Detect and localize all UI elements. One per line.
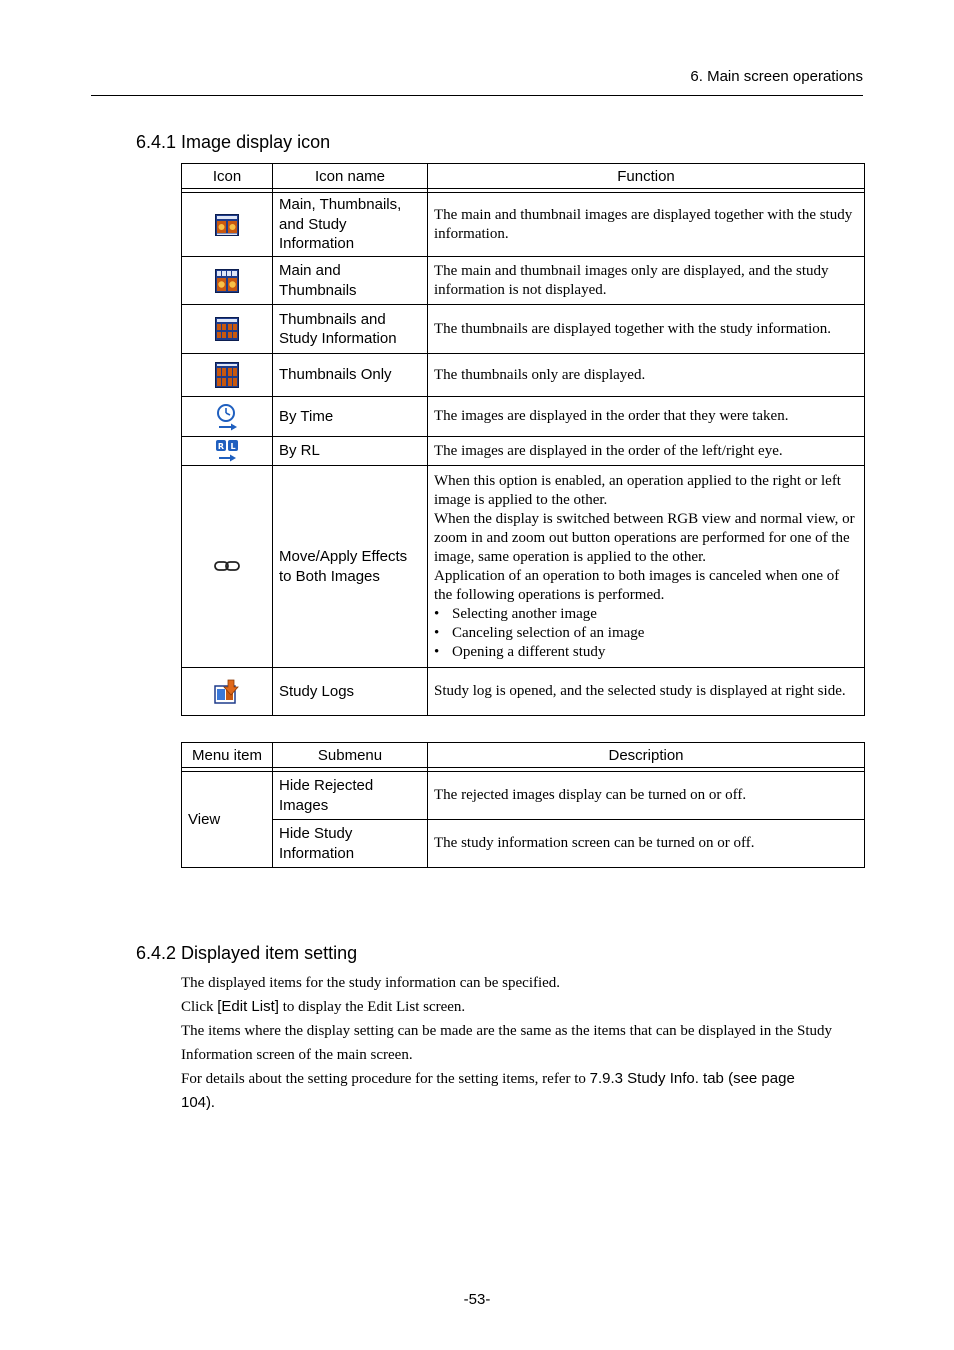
col-header-menu-item: Menu item [182,743,273,768]
main-thumbnails-icon[interactable] [215,269,239,293]
section2-body [181,971,861,1115]
submenu-cell: Hide Rejected Images [273,772,428,820]
header-rule [91,95,863,96]
section-title-displayed-item-setting: 6.4.2 Displayed item setting [136,943,358,963]
table-row [182,354,865,397]
description-cell: The study information screen can be turned on or off. [428,820,865,868]
clock-icon[interactable] [216,403,238,431]
function-cell: The thumbnails only are displayed. [428,354,865,397]
paragraph-text: Click [181,999,218,1015]
icon-name-cell: Thumbnails and Study Information [273,305,428,354]
paragraph [181,1067,811,1115]
function-cell: The main and thumbnail images only are displayed, and the study information is not displayed. [428,257,865,305]
table-row [182,772,865,820]
icon-name-cell: Study Logs [273,668,428,716]
menu-table [181,742,865,868]
function-line: Application of an operation to both images is canceled when one of the following operations is performed. [434,567,840,603]
edit-list-button-reference: [Edit List] [217,998,279,1015]
icon-name-cell: By RL [273,437,428,466]
table-row [182,466,865,668]
paragraph-text: For details about the setting procedure for the setting items, refer to [181,1071,590,1087]
icon-name-cell: Thumbnails Only [273,354,428,397]
study-logs-icon[interactable] [214,679,240,705]
function-line: When the display is switched between RGB view and normal view, or zoom in and zoom out button operations are performed for one of the image, same operation is applied to the other. [434,510,855,565]
table-row [182,193,865,257]
function-line: When this option is enabled, an operation applied to the right or left image is applied to the other. [434,472,841,508]
list-item: • Opening a different study [434,643,858,662]
icon-name-cell: Move/Apply Effects to Both Images [273,466,428,668]
table-row [182,305,865,354]
icon-name-cell: By Time [273,397,428,437]
submenu-cell: Hide Study Information [273,820,428,868]
table-row [182,820,865,868]
function-cell: The thumbnails are displayed together with the study information. [428,305,865,354]
function-cell: The main and thumbnail images are displayed together with the study information. [428,193,865,257]
bullet-list [434,605,858,662]
rl-icon[interactable] [215,439,239,463]
col-header-submenu: Submenu [273,743,428,768]
table-row [182,437,865,466]
table-row [182,397,865,437]
main-thumbnails-study-icon[interactable] [215,214,239,236]
table-row [182,668,865,716]
icon-name-cell: Main, Thumbnails, and Study Information [273,193,428,257]
function-cell: The images are displayed in the order that they were taken. [428,397,865,437]
function-cell: Study log is opened, and the selected study is displayed at right side. [428,668,865,716]
paragraph-text: . [211,1095,215,1111]
icon-name-cell: Main and Thumbnails [273,257,428,305]
thumbnails-study-icon[interactable] [215,317,239,341]
paragraph-text: to display the Edit List screen. [278,999,466,1015]
function-cell [428,466,865,668]
description-cell: The rejected images display can be turned on or off. [428,772,865,820]
page-number: -53- [463,1291,491,1308]
link-icon[interactable] [214,559,240,573]
icon-table [181,163,865,716]
svg-text:R: R [217,442,225,451]
col-header-description: Description [428,743,865,768]
svg-text:L: L [230,442,236,451]
thumbnails-only-icon[interactable] [215,362,239,388]
function-cell: The images are displayed in the order of the left/right eye. [428,437,865,466]
col-header-icon-name: Icon name [273,164,428,189]
section-title-image-display-icon: 6.4.1 Image display icon [136,132,331,152]
list-item: • Selecting another image [434,605,858,624]
col-header-function: Function [428,164,865,189]
running-header: 6. Main screen operations [690,68,863,85]
paragraph [181,995,861,1019]
list-item: • Canceling selection of an image [434,624,858,643]
menu-item-view: View [182,772,273,868]
cross-reference-link[interactable]: 7.9.3 Study Info. tab (see page 104) [181,1070,795,1111]
table-row [182,257,865,305]
paragraph: The items where the display setting can be made are the same as the items that can be displayed in the Study Information screen of the main screen. [181,1023,833,1063]
paragraph: The displayed items for the study information can be specified. [181,975,561,991]
col-header-icon: Icon [182,164,273,189]
